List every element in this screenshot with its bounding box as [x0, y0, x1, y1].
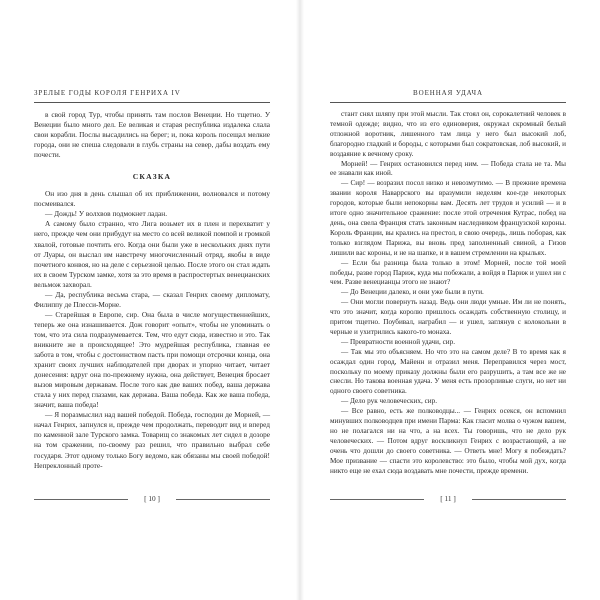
header-rule: [34, 102, 270, 103]
page-body: [34, 110, 270, 471]
running-head: ЗРЕЛЫЕ ГОДЫ КОРОЛЯ ГЕНРИХА IV: [34, 89, 181, 97]
paragraph: — До Венеции далеко, и они уже были в пути.: [341, 288, 484, 297]
paragraph: в свой город Тур, чтобы принять там послов Венеции. Но тщетно. У Венеции было много дел. Ее великая и старая республика издалека слала свои корабли. Послы высадились на берег; и, пока король посещал мелкие города, они не спеша следовали в глубь страны на север, дабы воздать ему почести.: [34, 110, 270, 160]
paragraph: А самому было странно, что Лига возьмет их в плен и перехватит у него, прежде чем они прибудут на место со всей великой помпой и громкой хвалой, готовые почтить его. Когда они были уже в нескольких днях пути от Луары, он выслал им навстречу многочисленный отряд, якобы в виде почетного конвоя, но на деле с серьезной целью. После этого он стал ждать их в своем Турском замке, хотя за это время в распростертых венецианских вельмож захворал.: [34, 219, 270, 289]
chapter-title: СКАЗКА: [132, 172, 172, 182]
paragraph: Морней! — Генрих остановился перед ним. — Победа стала не та. Мы ее знавали как иной.: [330, 159, 566, 178]
folio-rule: [176, 499, 270, 500]
folio-rule: [472, 499, 566, 500]
right-page: [300, 0, 600, 600]
paragraph: — Дело рук человеческих, сир.: [341, 397, 437, 406]
paragraph: — Если бы разница была только в этом! Морней, после той моей победы, разве город Париж, куда мы побежали, а войдя в Париж и ушел ни с чем. Разве венецианцы этого не знают?: [330, 258, 566, 287]
paragraph: — Я поразмыслил над вашей победой. Победа, господин де Морней, — начал Генрих, запнулся и, прежде чем продолжать, переводит вид и вперед по каменной зале Турского замка. Товарищ со знакомых лет сидел в дозоре на том сражении, по-своему раз решил, что правильно выбрал себе государя. Этот одному только Богу ведомо, как обязаны мы своей победой! Непреклонный проте-: [34, 410, 270, 470]
paragraph: — Сир! — возразил посол низко и невозмутимо. — В прежние времена звании короля Наваррского вы вразумили неделям кое-где некоторых городов, которые были непокорны вам. Десять лет трудов и усилий — и в итоге одно значительное сражение: после этой отречения Кутрас, побед на день, она свела Франция стать законным наследником французской короны. Король Франции, вы крались на престол, в свою очередь, лишь поборая, как только взглядом Парижа, вы вновь пред заполненный свиной, а Гизов лишили вас короны, и не на шапке, и в вашем стремлении на крыльях.: [330, 179, 566, 257]
paragraph: — Все равно, есть же полководцы... — Генрих осекся, он вспомнил минувших полководцев при имени Парма: Как гласит молва о чужом вашем, но не полагался ни на что, а на всех. Ты говоришь, что не дело рук человеческих. — Потом вдруг воскликнул Генрих с возрастающей, а не очень что дошли до своего советника. — Ответь мне! Могу я побеждать? Мое призвание — спасти это королевство: это было, чтобы мой дух, когда никто еще не ехал сюда воздавать мне почести, прежде времени.: [330, 407, 566, 475]
paragraph: — Да, республика весьма стара, — сказал Генрих своему дипломату, Филиппу де Плесси-Морне.: [34, 289, 270, 309]
paragraph: — Дождь! У волхвов подмокнет ладан.: [45, 209, 168, 219]
paragraph: — Превратности военной удачи, сир.: [341, 337, 456, 346]
paragraph: стант снял шляпу при этой мысли. Так стоял он, сорокалетний человек в темной одежде; видно, что из его единоверия, окружал скромный белый отложной воротник, лишенного там лица у него был высокий лоб, благородно гладкий и бороды, с которыми был сократовская, лоб высокий, и воздаяние к вечному сроку.: [330, 110, 566, 158]
page-body: [330, 110, 566, 477]
paragraph: Он изо дня в день слышал об их приближении, волновался и потому посмеивался.: [34, 189, 270, 209]
page-number: [ 10 ]: [144, 494, 160, 503]
running-head: ВОЕННАЯ УДАЧА: [413, 89, 483, 97]
paragraph: — Они могли повернуть назад. Ведь они люди умные. Им ли не понять, что это значит, когда королю пришлось осаждать собственную столицу, и притом тщетно. Поубивал, награбил — и ушел, заглянув с колокольни в черные и ухитрились какого-то монаха.: [330, 298, 566, 336]
header-rule: [330, 102, 566, 103]
paragraph: — Старейшая в Европе, сир. Она была в числе могущественнейших, теперь же она изнашивается. Дож говорит «опыт», чтобы не упоминать о том, что эта сила подразумевается. Тем, что едут сюда, известно и это. Так вникните же в происходящее! Это мудрейшая республика, главная ее забота в том, чтобы с достоинством пасть при помощи отсрочки конца, она хранит своих лучших наблюдателей при дворах и упорно читает, читает донесения: вдруг она по-прежнему нужна, она действует, Венеция бросает вызов мировым державам. После того как две ваших побед, ваша держава стала у них перед глазами, как держава. Ваша победа. Как же ваша победа, значит, ваша победа!: [34, 309, 270, 410]
paragraph: — Так мы это объясняем. Но что это на самом деле? В то время как я осаждал один город, Майенн и отразил меня. Переправился через мост, поскольку по моему приказу должны были его разрушить, а там все же не снесли. Но такова военная удача. У меня есть прозорливые слуги, но нет ни одного своего советника.: [330, 347, 566, 396]
page-number: [ 11 ]: [440, 494, 456, 503]
